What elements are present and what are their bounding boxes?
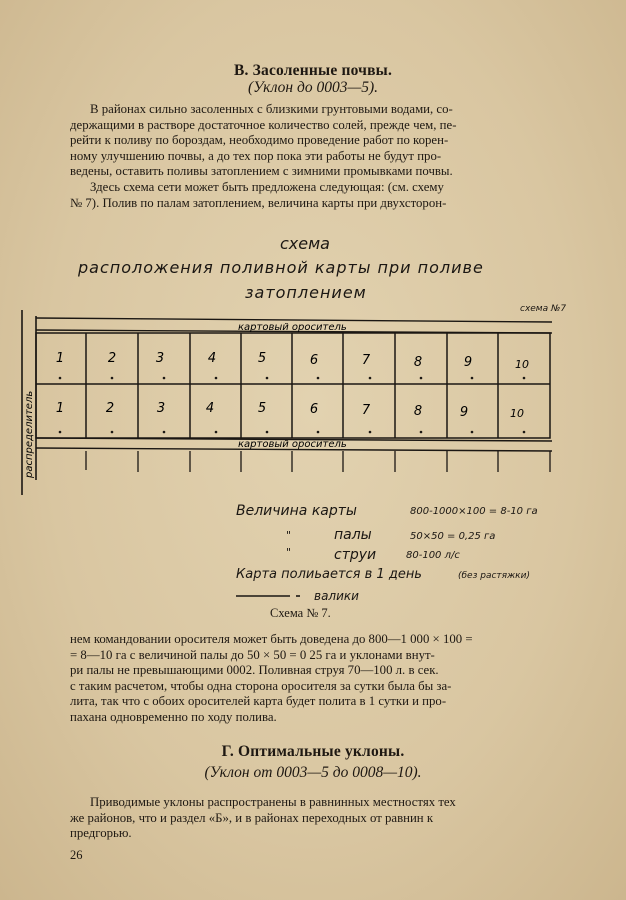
text-line: Здесь схема сети может быть предложена следующая: (см. схему [90, 180, 444, 194]
plot-number: 9 [459, 405, 469, 420]
text-line: нем командовании оросителя может быть доведена до 800—1 000 × 100 = [70, 632, 473, 646]
section-b-title: В. Засоленные почвы. [233, 62, 393, 79]
plot-grid [36, 333, 550, 438]
section-g-title: Г. Оптимальные уклоны. [221, 743, 405, 760]
note-ditto: " [286, 529, 292, 542]
text-line: ведены, оставить поливы затоплением с зимними промывками почвы. [70, 164, 453, 179]
outlet-ticks [86, 451, 550, 472]
text-line: лита, так что с обоих оросителей карта будет полита в 1 сутки и про- [70, 694, 447, 709]
plot-number: 4 [205, 401, 215, 416]
note-watering-label: Карта полиьается в 1 день [236, 567, 422, 582]
plot-number: 3 [156, 401, 166, 416]
section-g-paragraph [70, 795, 564, 842]
plot-number: 7 [361, 403, 371, 418]
note-ditto: " [286, 546, 292, 559]
top-canal-label: картовый ороситель [238, 322, 347, 333]
plot-number: 7 [361, 353, 371, 368]
plot-number: 10 [510, 407, 524, 420]
note-flow-value: 80-100 л/с [406, 550, 460, 561]
plot-number: 1 [55, 351, 65, 366]
note-pala-value: 50×50 = 0,25 га [410, 531, 496, 542]
row-2-numbers [56, 401, 524, 420]
page-number: 26 [70, 848, 83, 862]
text-line: В районах сильно засоленных с близкими грунтовыми водами, со- [90, 102, 453, 116]
scheme-label: схема №7 [520, 304, 567, 314]
paragraph-3 [70, 632, 564, 726]
figure-caption: Схема № 7. [270, 606, 331, 620]
plot-number: 2 [107, 351, 117, 366]
plot-number: 6 [309, 353, 319, 368]
note-pala-label: палы [334, 527, 372, 543]
note-map-size-label: Величина карты [236, 503, 357, 519]
text-line: = 8—10 га с величиной палы до 50 × 50 = 0 25 га и уклонами внут- [70, 647, 435, 662]
text-line: рейти к поливу по бороздам, необходимо проведение работ по корен- [70, 133, 449, 148]
text-line: № 7). Полив по палам затоплением, величина карты при двухсторон- [70, 195, 447, 210]
distributor-label: распределитель [24, 390, 35, 478]
plot-number: 9 [463, 355, 473, 370]
scheme-title-line-1: схема [280, 234, 330, 253]
plot-number: 4 [207, 351, 217, 366]
plot-number: 5 [257, 401, 267, 416]
text-line: пахана одновременно по ходу полива. [70, 709, 277, 724]
plot-number: 1 [55, 401, 65, 416]
note-flow-label: струи [334, 547, 377, 563]
note-map-size-value: 800-1000×100 = 8-10 га [410, 506, 538, 517]
plot-number: 2 [105, 401, 115, 416]
section-g-subtitle: (Уклон от 0003—5 до 0008—10). [204, 764, 422, 781]
scheme-title-line-3: затоплением [245, 283, 367, 302]
note-ridges-label: валики [314, 589, 359, 603]
section-b-subtitle: (Уклон до 0003—5). [247, 79, 379, 96]
note-watering-value: (без растяжки) [458, 571, 530, 581]
text-line: Приводимые уклоны распространены в равнинных местностях тех [90, 795, 456, 809]
bottom-canal-label: картовый ороситель [238, 439, 347, 450]
text-line: держащими в растворе достаточное количество солей, прежде чем, пе- [70, 117, 457, 132]
text-line: ри палы не превышающими 0002. Поливная струя 70—100 л. в сек. [70, 663, 439, 678]
plot-number: 5 [257, 351, 267, 366]
plot-number: 8 [413, 404, 423, 419]
text-line: с таким расчетом, чтобы одна сторона оросителя за сутки была бы за- [70, 678, 452, 693]
scheme-title-line-2: расположения поливной карты при поливе [78, 258, 484, 277]
plot-number: 8 [413, 355, 423, 370]
text-line: ному улучшению почвы, а до тех пор пока эти работы не будут про- [70, 148, 442, 163]
text-line: предгорью. [70, 826, 132, 841]
plot-number: 6 [309, 402, 319, 417]
text-line: же районов, что и раздел «Б», и в районах переходных от равнин к [70, 810, 434, 825]
plot-number: 10 [515, 358, 529, 371]
plot-number: 3 [155, 351, 165, 366]
